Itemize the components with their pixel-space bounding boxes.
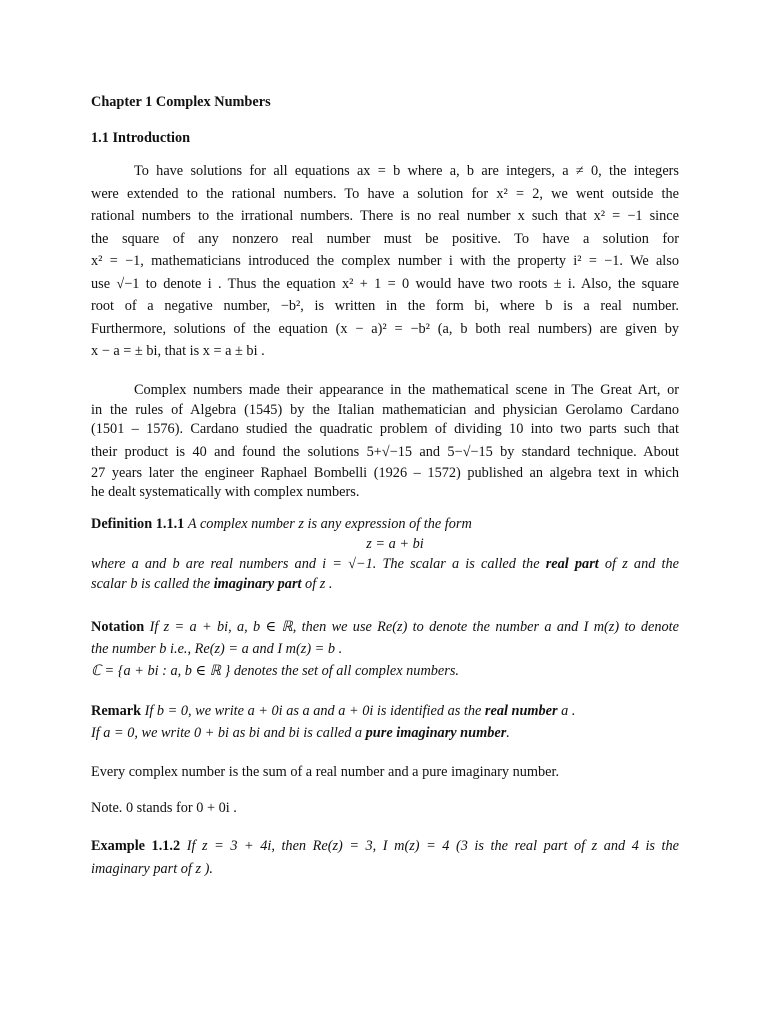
intro-paragraph [91,160,679,363]
remark-block: Remark If b = 0, we write a + 0i as a and a + 0i is identified as the real number a . If a = 0, we write 0 + bi as bi and bi is called a pure imaginary number. [91,703,576,741]
example-label: Example 1.1.2 [91,838,181,854]
real-part-term: real part [545,556,599,572]
sum-sentence: Every complex number is the sum of a real number and a pure imaginary number. [91,764,560,780]
intro-line: were extended to the rational numbers. To have a solution for x² = 2, we went outside the [91,185,679,202]
section-title: 1.1 Introduction [91,130,191,146]
intro-line: use √−1 to denote i . Thus the equation x² + 1 = 0 would have two roots ± i. Also, the square [91,275,679,292]
intro-line: x − a = ± bi, that is x = a ± bi . [91,343,265,359]
definition-formula: z = a + bi [366,536,424,552]
notation-block [91,616,679,682]
history-line: he dealt systematically with complex numbers. [91,484,360,500]
history-line: their product is 40 and found the solutions 5+√−15 and 5−√−15 by standard technique. About [91,443,679,460]
definition-block [91,514,679,594]
example-line: If z = 3 + 4i, then Re(z) = 3, I m(z) = 4 (3 is the real part of z and 4 is the [186,838,679,854]
definition-label: Definition 1.1.1 [91,516,185,532]
history-paragraph [91,381,679,503]
history-line: (1501 – 1576). Cardano studied the quadratic problem of dividing 10 into two parts such that [91,421,679,437]
intro-line: root of a negative number, −b², is written in the form bi, where b is a real number. [91,298,679,314]
intro-line: Furthermore, solutions of the equation (x − a)² = −b² (a, b both real numbers) are given by [91,320,679,337]
notation-line: the number b i.e., Re(z) = a and I m(z) = b . [91,641,343,657]
notation-line: ℂ = {a + bi : a, b ∈ ℝ } denotes the set of all complex numbers. [91,663,459,679]
definition-text: A complex number z is any expression of the form [187,516,472,532]
history-line: Complex numbers made their appearance in the mathematical scene in The Great Art, or [134,382,679,398]
intro-line: To have solutions for all equations ax = b where a, b are integers, a ≠ 0, the integers [134,163,679,179]
intro-line: rational numbers to the irrational numbers. There is no real number x such that x² = −1 since [91,208,679,224]
note-sentence: Note. 0 stands for 0 + 0i . [91,800,237,816]
chapter-title: Chapter 1 Complex Numbers [91,94,271,110]
intro-line: x² = −1, mathematicians introduced the complex number i with the property i² = −1. We also [91,253,679,269]
imaginary-part-term: imaginary part [213,576,302,592]
history-line: 27 years later the engineer Raphael Bombelli (1926 – 1572) published an algebra text in which [91,464,679,481]
definition-line: scalar b is called the imaginary part of z . [91,576,333,592]
example-block [91,835,679,881]
notation-line: If z = a + bi, a, b ∈ ℝ, then we use Re(z) to denote the number a and I m(z) to denote [149,619,679,635]
pure-imaginary-term: pure imaginary number [365,725,507,741]
example-line: imaginary part of z ). [91,861,213,877]
history-line: in the rules of Algebra (1545) by the Italian mathematician and physician Gerolamo Cardano [91,401,679,418]
definition-line: where a and b are real numbers and i = √−1. The scalar a is called the real part of z and the [91,556,679,572]
notation-label: Notation [91,619,145,635]
real-number-term: real number [484,703,558,719]
remark-label: Remark [91,703,142,719]
intro-line: the square of any nonzero real number must be positive. To have a solution for [91,230,679,247]
